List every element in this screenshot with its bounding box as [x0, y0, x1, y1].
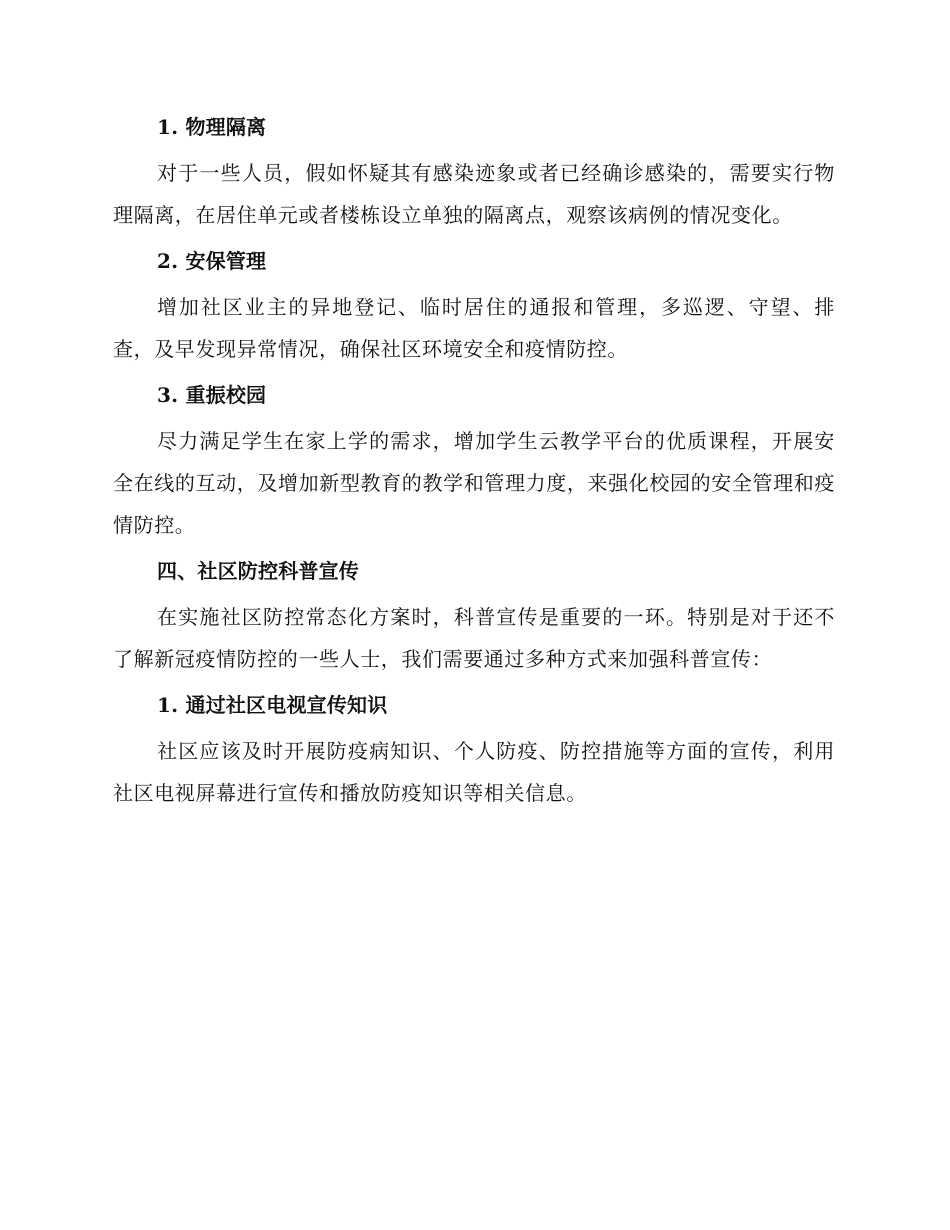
section-heading-science-publicity: 四、社区防控科普宣传 [157, 559, 359, 583]
section-heading-revive-campus: 3. 重振校园 [157, 383, 267, 407]
document-body [113, 102, 835, 814]
paragraph-physical-isolation: 对于一些人员，假如怀疑其有感染迹象或者已经确诊感染的，需要实行物理隔离，在居住单元或者楼栋设立单独的隔离点，观察该病例的情况变化。 [113, 161, 835, 227]
section-heading-community-tv: 1. 通过社区电视宣传知识 [157, 693, 388, 717]
section-heading-security-management: 2. 安保管理 [157, 249, 267, 273]
paragraph-revive-campus: 尽力满足学生在家上学的需求，增加学生云教学平台的优质课程，开展安全在线的互动，及增加新型教育的教学和管理力度，来强化校园的安全管理和疫情防控。 [113, 429, 835, 537]
paragraph-community-tv: 社区应该及时开展防疫病知识、个人防疫、防控措施等方面的宣传，利用社区电视屏幕进行宣传和播放防疫知识等相关信息。 [113, 739, 835, 805]
paragraph-science-publicity: 在实施社区防控常态化方案时，科普宣传是重要的一环。特别是对于还不了解新冠疫情防控的一些人士，我们需要通过多种方式来加强科普宣传： [113, 605, 835, 671]
section-heading-physical-isolation: 1. 物理隔离 [157, 115, 267, 139]
paragraph-security-management: 增加社区业主的异地登记、临时居住的通报和管理，多巡逻、守望、排查，及早发现异常情况，确保社区环境安全和疫情防控。 [113, 295, 835, 361]
